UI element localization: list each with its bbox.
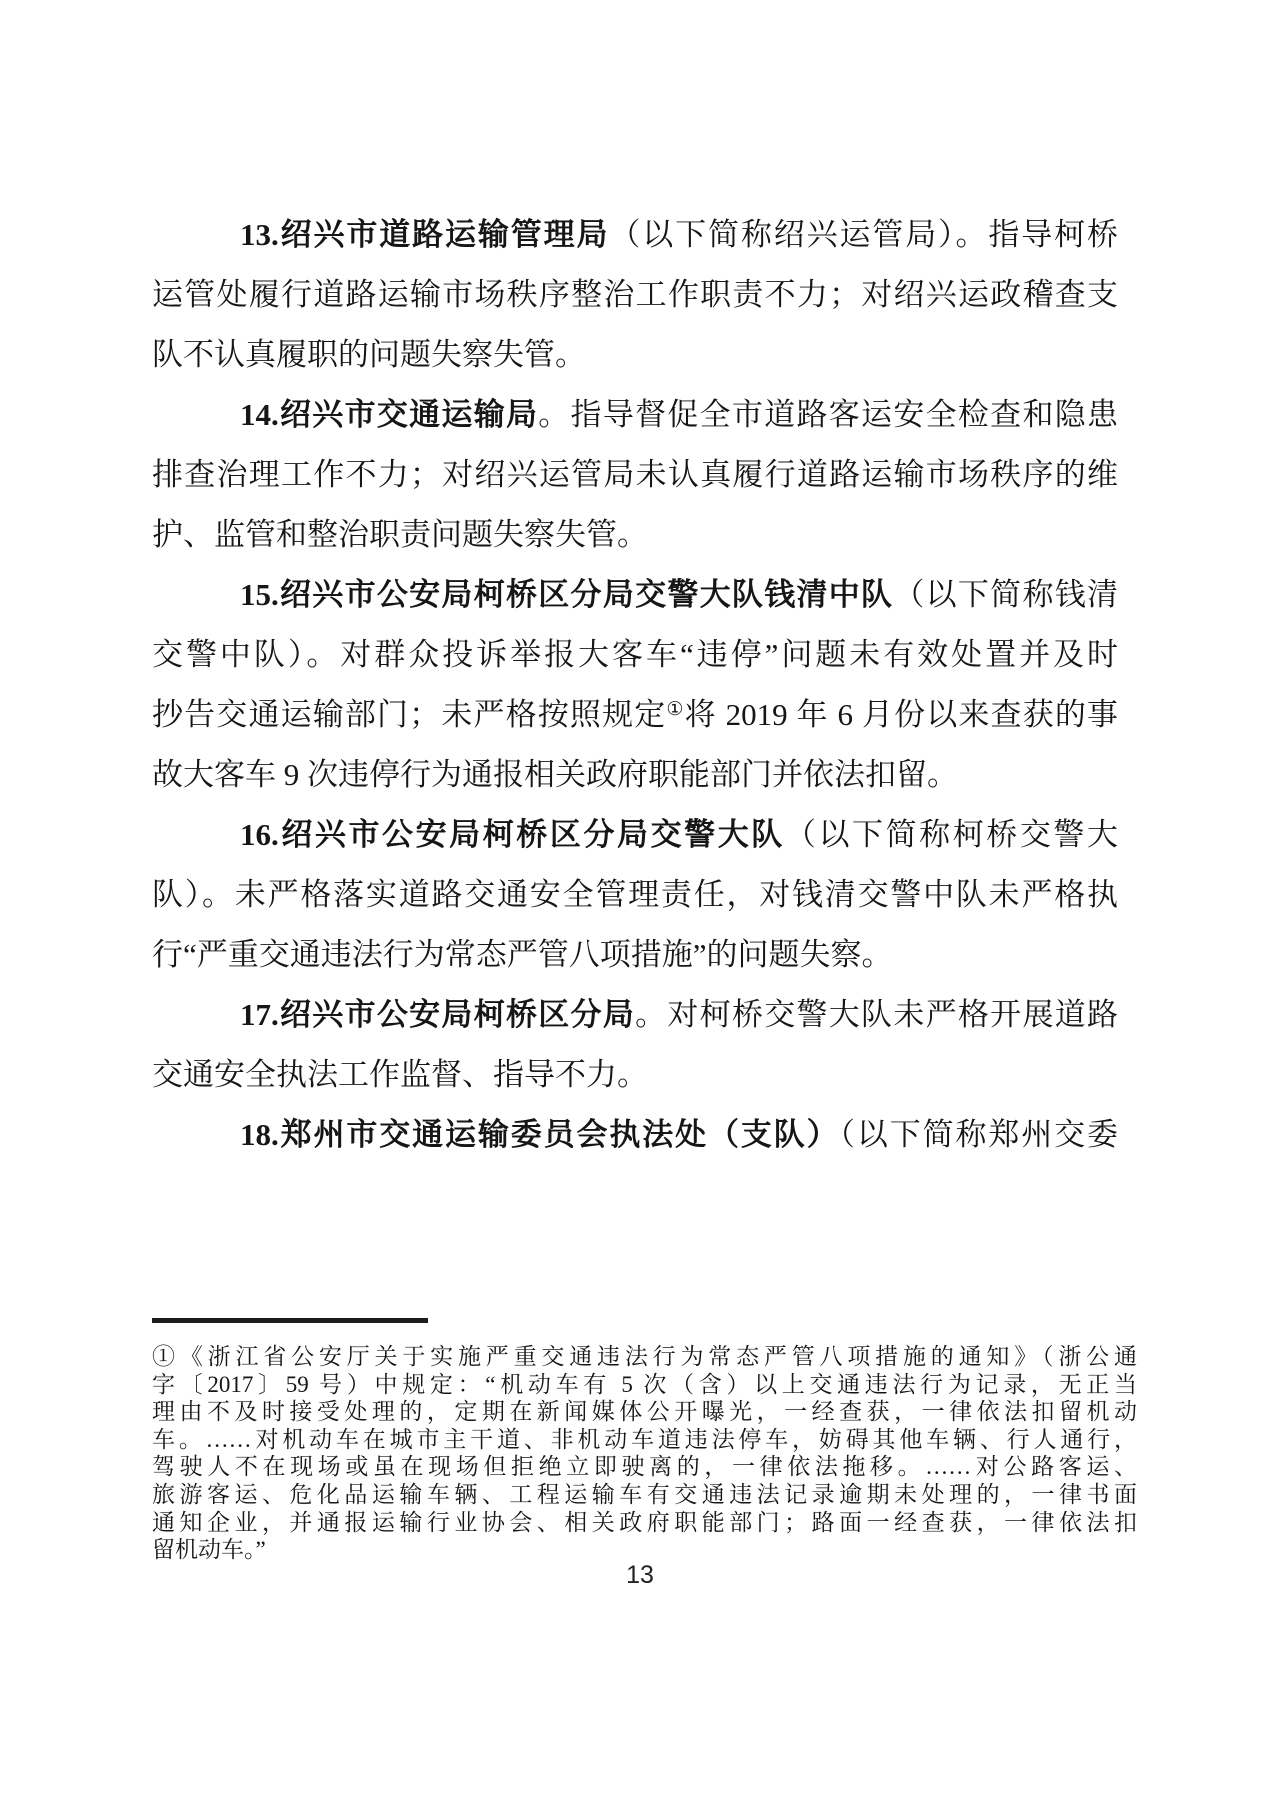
page-number: 13 [626, 1561, 654, 1589]
document-body [152, 205, 1118, 1165]
body-line [152, 625, 1118, 685]
body-line [152, 1105, 1118, 1165]
org-name-bold: 17.绍兴市公安局柯桥区分局 [240, 997, 636, 1032]
line-text: （以下简称柯桥交警大 [784, 817, 1118, 852]
line-text: 将 2019 年 6 月份以来查获的事 [684, 697, 1118, 732]
body-line [152, 685, 1118, 745]
line-text: 队）。未严格落实道路交通安全管理责任，对钱清交警中队未严格执 [152, 877, 1118, 912]
body-line [152, 385, 1118, 445]
body-line [152, 205, 1118, 265]
line-text: 。指导督促全市道路客运安全检查和隐患 [538, 397, 1118, 432]
footnote-line: 车。……对机动车在城市主干道、非机动车道违法停车，妨碍其他车辆、行人通行， [152, 1426, 1137, 1452]
footnote-line: 通知企业，并通报运输行业协会、相关政府职能部门；路面一经查获，一律依法扣 [152, 1509, 1137, 1535]
body-line [152, 445, 1118, 505]
footnote-line: ①《浙江省公安厅关于实施严重交通违法行为常态严管八项措施的通知》（浙公通 [152, 1344, 1137, 1369]
line-text: （以下简称绍兴运管局）。指导柯桥 [609, 217, 1118, 252]
body-line [152, 745, 1118, 805]
line-text: 行“严重交通违法行为常态严管八项措施”的问题失察。 [152, 937, 893, 972]
line-text: 抄告交通运输部门；未严格按照规定 [152, 697, 667, 732]
org-name-bold: 13.绍兴市道路运输管理局 [240, 217, 610, 252]
line-text: 队不认真履职的问题失察失管。 [152, 337, 586, 372]
body-line [152, 925, 1118, 985]
line-text: （以下简称郑州交委 [839, 1117, 1118, 1152]
line-text: 。对柯桥交警大队未严格开展道路 [635, 997, 1118, 1032]
line-text: 故大客车 9 次违停行为通报相关政府职能部门并依法扣留。 [152, 757, 958, 792]
line-text: 护、监管和整治职责问题失察失管。 [152, 517, 648, 552]
org-name-bold: 16.绍兴市公安局柯桥区分局交警大队 [240, 817, 785, 852]
line-text: 排查治理工作不力；对绍兴运管局未认真履行道路运输市场秩序的维 [152, 457, 1118, 492]
line-text: 交通安全执法工作监督、指导不力。 [152, 1057, 648, 1092]
org-name-bold: 18.郑州市交通运输委员会执法处（支队） [240, 1117, 840, 1152]
org-name-bold: 14.绍兴市交通运输局 [240, 397, 539, 432]
footnote-line: 理由不及时接受处理的，定期在新闻媒体公开曝光，一经查获，一律依法扣留机动 [152, 1399, 1137, 1425]
footnote-line: 字〔2017〕59 号）中规定：“机动车有 5 次（含）以上交通违法行为记录，无正当 [152, 1371, 1137, 1397]
line-text: （以下简称钱清 [893, 577, 1118, 612]
footnote-separator [152, 1318, 428, 1323]
footnote [152, 1318, 1137, 1564]
body-line [152, 565, 1118, 625]
body-line [152, 865, 1118, 925]
body-line [152, 805, 1118, 865]
body-line [152, 505, 1118, 565]
footnote-line: 驾驶人不在现场或虽在现场但拒绝立即驶离的，一律依法拖移。……对公路客运、 [152, 1454, 1137, 1480]
line-text: 交警中队）。对群众投诉举报大客车“违停”问题未有效处置并及时 [152, 637, 1118, 672]
footnote-line: 留机动车。” [152, 1537, 266, 1563]
footnote-line: 旅游客运、危化品运输车辆、工程运输车有交通违法记录逾期未处理的，一律书面 [152, 1481, 1137, 1507]
body-line [152, 325, 1118, 385]
body-line [152, 985, 1118, 1045]
line-text: 运管处履行道路运输市场秩序整治工作职责不力；对绍兴运政稽查支 [152, 277, 1118, 312]
body-line [152, 265, 1118, 325]
org-name-bold: 15.绍兴市公安局柯桥区分局交警大队钱清中队 [240, 577, 894, 612]
footnote-ref-marker: ① [666, 699, 685, 720]
body-line [152, 1045, 1118, 1105]
